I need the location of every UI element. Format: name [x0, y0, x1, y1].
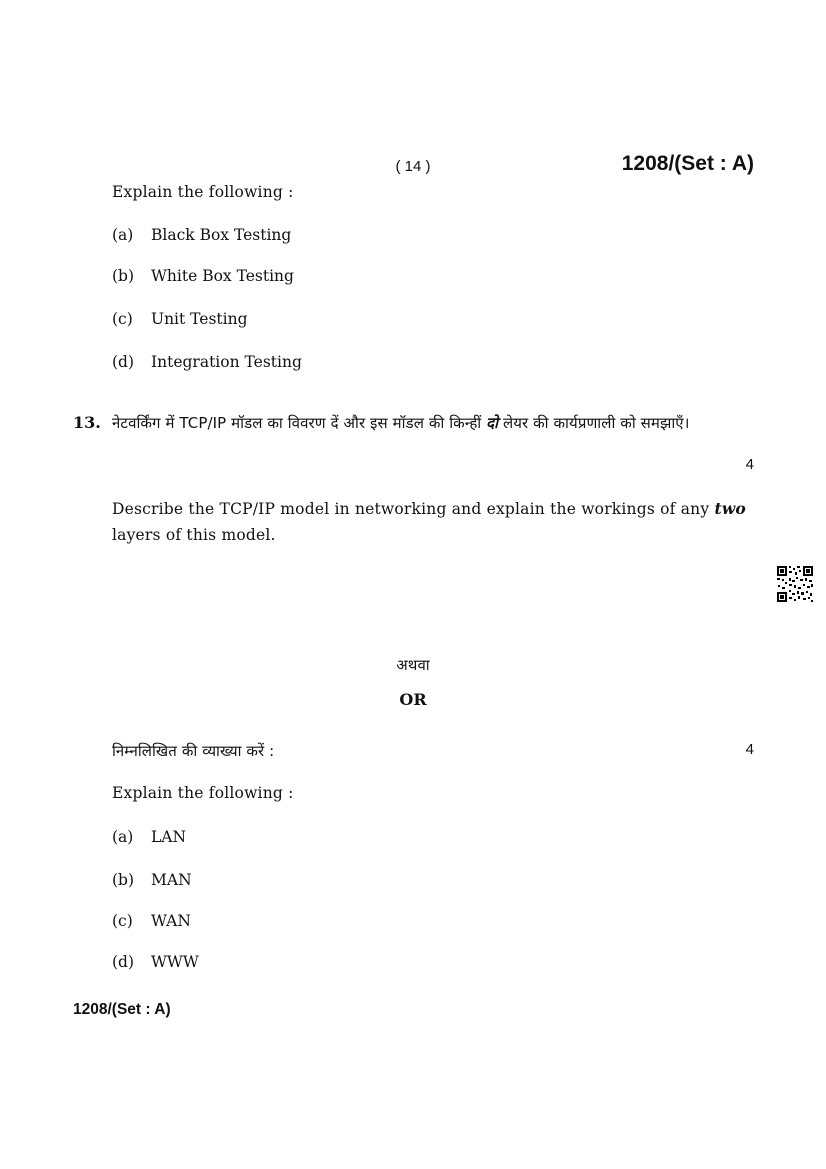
q13-marks: 4 — [745, 456, 754, 473]
hindi-text-part: नेटवर्किंग में TCP/IP मॉडल का विवरण दें और इस मॉडल की किन्हीं — [112, 414, 487, 432]
option-text: WAN — [151, 912, 191, 930]
or-english: OR — [399, 690, 427, 709]
set-code-footer: 1208/(Set : A) — [73, 1001, 171, 1018]
option-text: LAN — [151, 828, 187, 846]
english-emphasis: two — [714, 499, 746, 518]
alt-marks: 4 — [745, 741, 754, 758]
option-letter: (b) — [112, 267, 135, 285]
option-letter: (a) — [112, 828, 134, 846]
question-number: 13. — [73, 413, 101, 432]
q13-english-line1 — [112, 499, 757, 518]
alt-option-c — [112, 912, 191, 930]
option-text: Unit Testing — [151, 310, 248, 328]
option-letter: (d) — [112, 953, 135, 971]
option-text: MAN — [151, 871, 192, 889]
q12-option-b — [112, 267, 294, 285]
q12-option-c — [112, 310, 248, 328]
option-letter: (b) — [112, 871, 135, 889]
q12-option-a — [112, 226, 291, 244]
alt-hindi-instruction: निम्नलिखित की व्याख्या करें : — [112, 742, 275, 760]
q13-english-line2: layers of this model. — [112, 526, 276, 544]
alt-option-d — [112, 953, 199, 971]
hindi-text-part: लेयर की कार्यप्रणाली को समझाएँ। — [498, 414, 690, 432]
option-letter: (d) — [112, 353, 135, 371]
q12-option-d — [112, 353, 302, 371]
option-text: Integration Testing — [151, 353, 302, 371]
alt-option-b — [112, 871, 192, 889]
english-text-part: Describe the TCP/IP model in networking and explain the workings of any — [112, 500, 715, 518]
qr-code-icon — [776, 565, 814, 603]
q13-hindi-text — [112, 413, 757, 433]
option-text: WWW — [151, 953, 199, 971]
set-code-header: 1208/(Set : A) — [621, 152, 754, 175]
option-letter: (c) — [112, 310, 133, 328]
hindi-emphasis: दो — [486, 414, 499, 432]
option-letter: (a) — [112, 226, 134, 244]
option-letter: (c) — [112, 912, 133, 930]
alt-instruction: Explain the following : — [112, 784, 294, 802]
q12-instruction: Explain the following : — [112, 183, 294, 201]
or-hindi: अथवा — [396, 656, 430, 674]
alt-option-a — [112, 828, 186, 846]
option-text: White Box Testing — [151, 267, 294, 285]
page-number: ( 14 ) — [395, 158, 431, 175]
option-text: Black Box Testing — [151, 226, 292, 244]
